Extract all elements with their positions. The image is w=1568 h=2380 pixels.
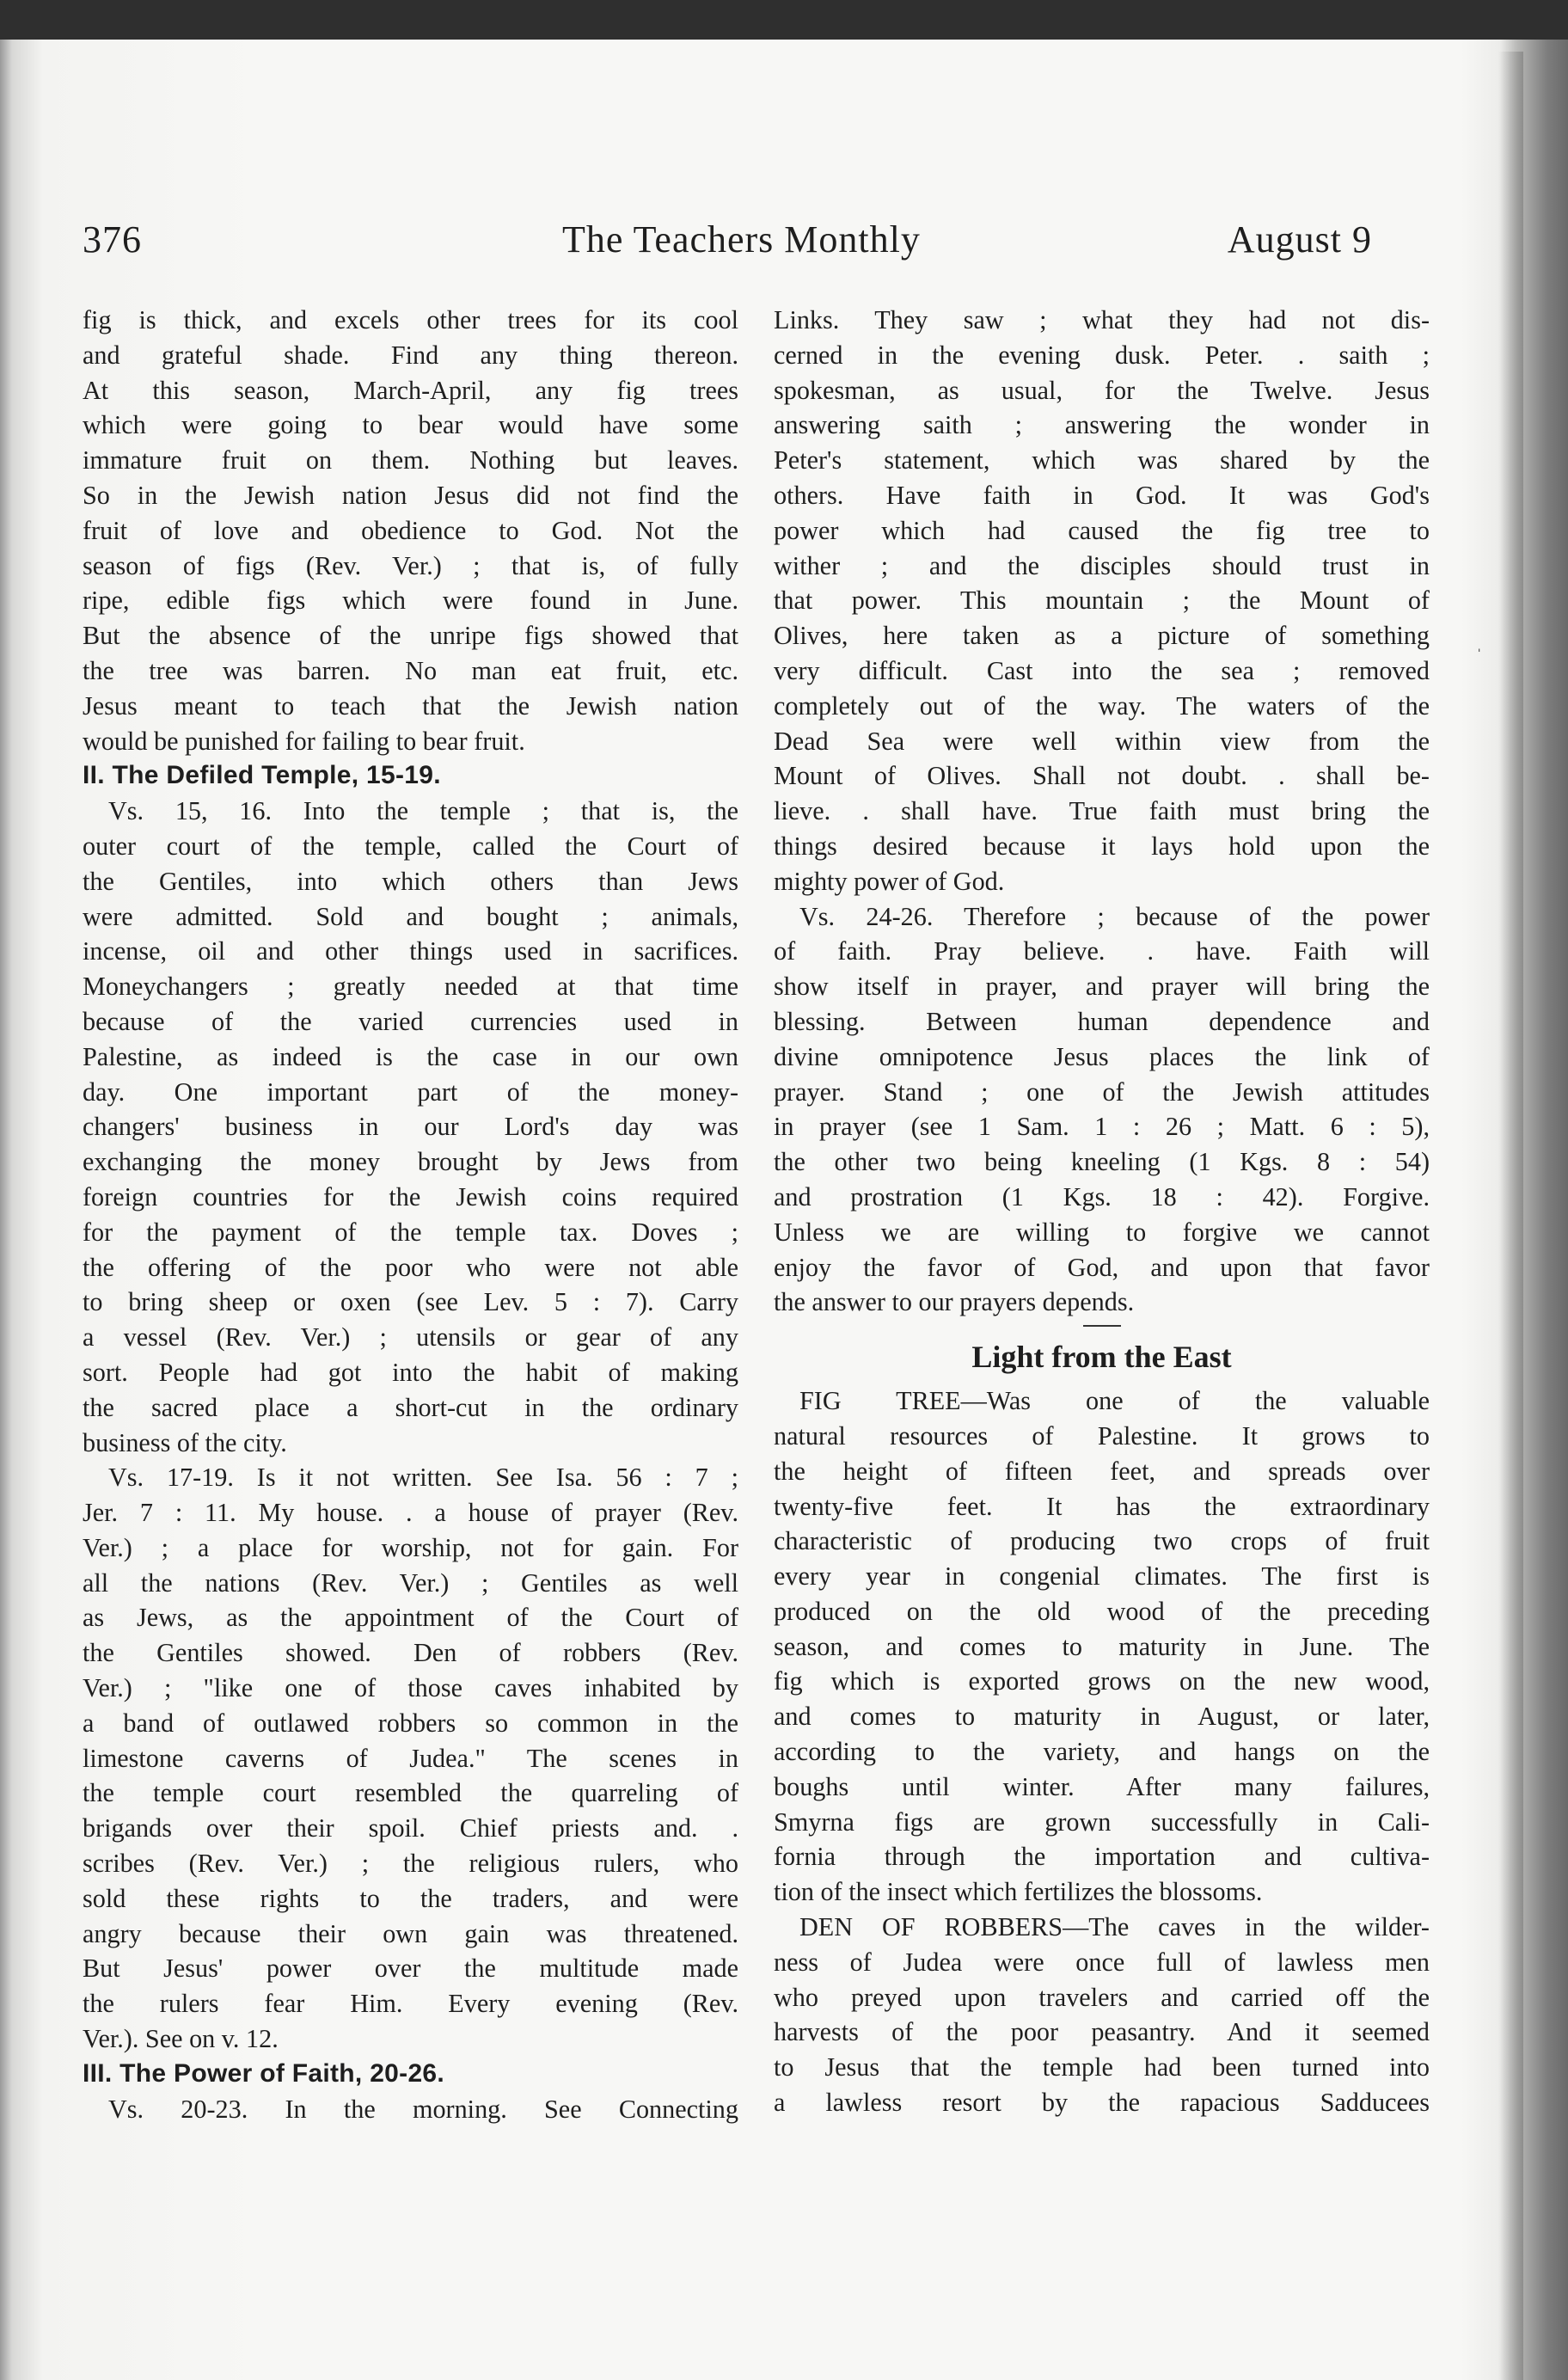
text-line: the Gentiles showed. Den of robbers (Rev. <box>83 1638 738 1668</box>
text-line: a lawless resort by the rapacious Sadducees <box>774 2088 1430 2118</box>
text-line: But Jesus' power over the multitude made <box>83 1954 738 1984</box>
text-line: lieve. . shall have. True faith must bring the <box>774 796 1430 826</box>
page-edge-shadow <box>1498 52 1523 2380</box>
text-line: Peter's statement, which was shared by the <box>774 445 1430 475</box>
text-line: incense, oil and other things used in sacrifices. <box>83 936 738 966</box>
right-text-column <box>774 303 1430 2120</box>
text-line: all the nations (Rev. Ver.) ; Gentiles as well <box>83 1567 738 1598</box>
text-line: Vs. 24-26. Therefore ; because of the power <box>799 901 1430 931</box>
text-line: for the payment of the temple tax. Doves ; <box>83 1217 738 1247</box>
text-line: as Jews, as the appointment of the Court of <box>83 1603 738 1633</box>
text-line: show itself in prayer, and prayer will bring the <box>774 972 1430 1002</box>
text-line: Ver.). See on v. 12. <box>83 2024 279 2054</box>
text-line: the rulers fear Him. Every evening (Rev. <box>83 1989 738 2019</box>
subsection-heading: II. The Defiled Temple, 15-19. <box>83 761 441 790</box>
text-line: mighty power of God. <box>774 866 1005 896</box>
text-line: fruit of love and obedience to God. Not the <box>83 515 738 545</box>
text-line: Vs. 17-19. Is it not written. See Isa. 56 : 7 ; <box>108 1463 738 1493</box>
text-line: Ver.) ; a place for worship, not for gain. For <box>83 1532 738 1562</box>
text-line: business of the city. <box>83 1427 287 1457</box>
text-line: boughs until winter. After many failures, <box>774 1771 1430 1801</box>
text-line: At this season, March-April, any fig trees <box>83 375 738 405</box>
right-column-commentary <box>774 303 1430 1320</box>
text-line: Links. They saw ; what they had not dis- <box>774 305 1430 334</box>
text-line: very difficult. Cast into the sea ; removed <box>774 655 1430 685</box>
text-line: because of the varied currencies used in <box>83 1006 738 1036</box>
text-line: Dead Sea were well within view from the <box>774 726 1430 756</box>
text-line: others. Have faith in God. It was God's <box>774 480 1430 510</box>
text-line: the sacred place a short-cut in the ordinary <box>83 1392 738 1422</box>
text-line: scribes (Rev. Ver.) ; the religious rulers, who <box>83 1849 738 1879</box>
text-line: FIG TREE—Was one of the valuable <box>799 1386 1430 1416</box>
text-line: angry because their own gain was threatened. <box>83 1918 738 1948</box>
text-line: brigands over their spoil. Chief priests and. . <box>83 1813 738 1843</box>
text-line: So in the Jewish nation Jesus did not find the <box>83 480 738 510</box>
text-line: ripe, edible figs which were found in June. <box>83 586 738 616</box>
text-line: Vs. 15, 16. Into the temple ; that is, the <box>108 796 738 826</box>
text-line: limestone caverns of Judea." The scenes in <box>83 1743 738 1773</box>
text-line: Olives, here taken as a picture of something <box>774 621 1430 651</box>
scan-top-border <box>0 0 1568 40</box>
text-line: the tree was barren. No man eat fruit, etc. <box>83 655 738 685</box>
text-line: tion of the insect which fertilizes the blossoms. <box>774 1877 1263 1907</box>
journal-title: The Teachers Monthly <box>562 218 921 261</box>
text-line: the height of fifteen feet, and spreads over <box>774 1456 1430 1486</box>
subsection-heading: III. The Power of Faith, 20-26. <box>83 2058 445 2088</box>
text-line: wither ; and the disciples should trust in <box>774 550 1430 580</box>
left-text-column <box>83 303 738 2126</box>
text-line: produced on the old wood of the preceding <box>774 1596 1430 1626</box>
text-line: the other two being kneeling (1 Kgs. 8 : 54) <box>774 1147 1430 1177</box>
text-line: enjoy the favor of God, and upon that favor <box>774 1252 1430 1282</box>
text-line: foreign countries for the Jewish coins required <box>83 1181 738 1211</box>
text-line: outer court of the temple, called the Court of <box>83 831 738 861</box>
text-line: according to the variety, and hangs on the <box>774 1737 1430 1767</box>
text-line: Ver.) ; "like one of those caves inhabited by <box>83 1673 738 1703</box>
margin-speck: ˈ <box>1476 645 1483 666</box>
text-line: immature fruit on them. Nothing but leaves. <box>83 445 738 475</box>
text-line: in prayer (see 1 Sam. 1 : 26 ; Matt. 6 : 5), <box>774 1112 1430 1142</box>
text-line: fig is thick, and excels other trees for its cool <box>83 305 738 334</box>
text-line: and comes to maturity in August, or later, <box>774 1702 1430 1732</box>
text-line: exchanging the money brought by Jews from <box>83 1147 738 1177</box>
text-line: the offering of the poor who were not able <box>83 1252 738 1282</box>
text-line: and grateful shade. Find any thing thereon. <box>83 340 738 370</box>
text-line: changers' business in our Lord's day was <box>83 1112 738 1142</box>
page-number: 376 <box>83 218 142 261</box>
text-line: season of figs (Rev. Ver.) ; that is, of fully <box>83 550 738 580</box>
text-line: every year in congenial climates. The first is <box>774 1561 1430 1592</box>
text-line: answering saith ; answering the wonder in <box>774 410 1430 440</box>
text-line: power which had caused the fig tree to <box>774 515 1430 545</box>
text-line: prayer. Stand ; one of the Jewish attitudes <box>774 1077 1430 1107</box>
light-from-the-east-text <box>774 1383 1430 2120</box>
text-line: divine omnipotence Jesus places the link of <box>774 1041 1430 1071</box>
text-line: to bring sheep or oxen (see Lev. 5 : 7). Carry <box>83 1287 738 1317</box>
text-line: season, and comes to maturity in June. The <box>774 1631 1430 1661</box>
text-line: sold these rights to the traders, and were <box>83 1883 738 1913</box>
text-line: would be punished for failing to bear fruit. <box>83 726 525 756</box>
section-heading: Light from the East <box>971 1340 1232 1375</box>
section-divider <box>1083 1325 1121 1327</box>
text-line: day. One important part of the money- <box>83 1077 738 1107</box>
text-line: a band of outlawed robbers so common in the <box>83 1708 738 1738</box>
text-line: were admitted. Sold and bought ; animals, <box>83 901 738 931</box>
text-line: a vessel (Rev. Ver.) ; utensils or gear of any <box>83 1322 738 1353</box>
text-line: ness of Judea were once full of lawless men <box>774 1947 1430 1977</box>
text-line: sort. People had got into the habit of making <box>83 1357 738 1387</box>
text-line: and prostration (1 Kgs. 18 : 42). Forgive. <box>774 1181 1430 1211</box>
text-line: the temple court resembled the quarreling of <box>83 1778 738 1808</box>
text-line: fig which is exported grows on the new wood, <box>774 1666 1430 1696</box>
text-line: of faith. Pray believe. . have. Faith will <box>774 936 1430 966</box>
text-line: that power. This mountain ; the Mount of <box>774 586 1430 616</box>
text-line: Unless we are willing to forgive we cannot <box>774 1217 1430 1247</box>
text-line: DEN OF ROBBERS—The caves in the wilder- <box>799 1912 1430 1942</box>
text-line: fornia through the importation and cultiva- <box>774 1842 1430 1872</box>
text-line: Jesus meant to teach that the Jewish nation <box>83 690 738 721</box>
text-line: which were going to bear would have some <box>83 410 738 440</box>
text-line: things desired because it lays hold upon the <box>774 831 1430 861</box>
text-line: Moneychangers ; greatly needed at that time <box>83 972 738 1002</box>
text-line: to Jesus that the temple had been turned into <box>774 2052 1430 2082</box>
running-header <box>83 218 1372 278</box>
text-line: Mount of Olives. Shall not doubt. . shall be- <box>774 761 1430 791</box>
text-line: Vs. 20-23. In the morning. See Connecting <box>108 2094 738 2124</box>
text-line: But the absence of the unripe figs showed that <box>83 621 738 651</box>
text-line: harvests of the poor peasantry. And it seemed <box>774 2017 1430 2047</box>
text-line: blessing. Between human dependence and <box>774 1006 1430 1036</box>
text-line: Smyrna figs are grown successfully in Cali- <box>774 1806 1430 1837</box>
text-line: natural resources of Palestine. It grows to <box>774 1420 1430 1451</box>
text-line: spokesman, as usual, for the Twelve. Jesus <box>774 375 1430 405</box>
text-line: who preyed upon travelers and carried off the <box>774 1982 1430 2012</box>
text-line: twenty-five feet. It has the extraordinary <box>774 1491 1430 1521</box>
text-line: the Gentiles, into which others than Jews <box>83 866 738 896</box>
text-line: Jer. 7 : 11. My house. . a house of prayer (Rev. <box>83 1498 738 1528</box>
issue-date: August 9 <box>1227 218 1372 261</box>
text-line: characteristic of producing two crops of fruit <box>774 1526 1430 1556</box>
text-line: Palestine, as indeed is the case in our own <box>83 1041 738 1071</box>
text-line: completely out of the way. The waters of the <box>774 690 1430 721</box>
text-line: cerned in the evening dusk. Peter. . saith ; <box>774 340 1430 370</box>
text-line: the answer to our prayers depends. <box>774 1287 1135 1317</box>
